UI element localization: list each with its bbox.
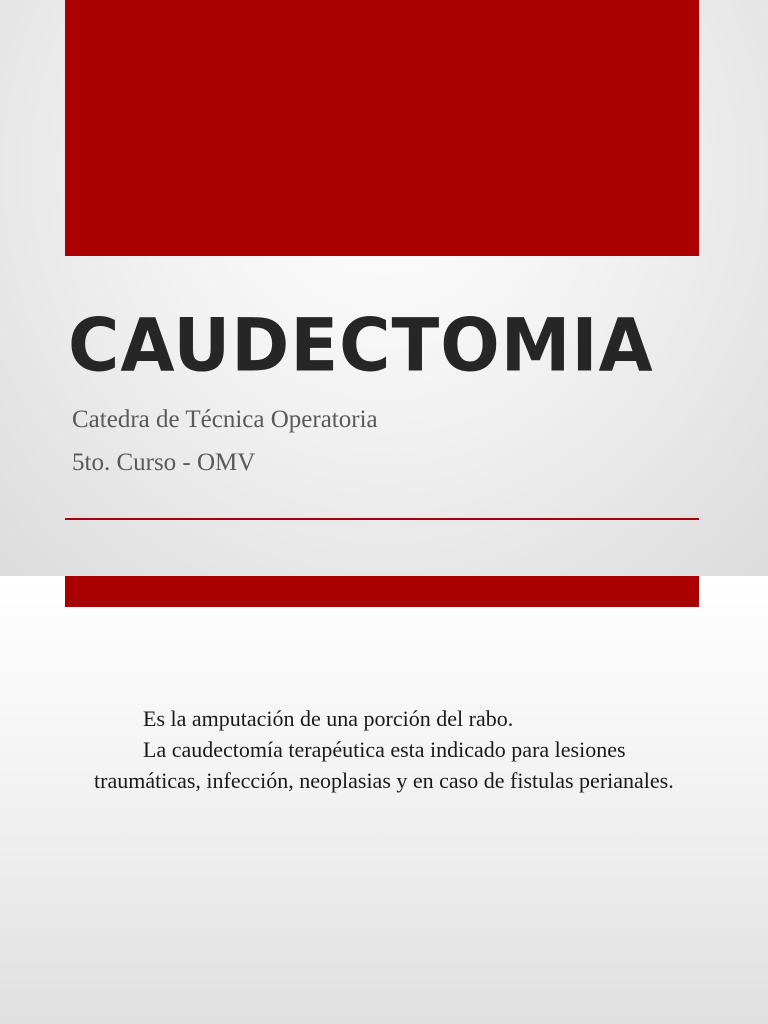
header-red-strip bbox=[65, 576, 699, 607]
slide-body-text bbox=[94, 703, 684, 796]
content-slide bbox=[0, 576, 768, 1024]
header-red-block bbox=[65, 0, 699, 256]
body-paragraph-2 bbox=[94, 734, 684, 796]
red-divider-line bbox=[65, 518, 699, 520]
paragraph-2-text: La caudectomía terapéutica esta indicado para lesiones traumáticas, infección, neoplasias y en caso de fistulas perianales. bbox=[94, 737, 674, 793]
subtitle-course-year: 5to. Curso - OMV bbox=[72, 449, 256, 476]
body-paragraph-1 bbox=[94, 703, 684, 734]
subtitle-course-chair: Catedra de Técnica Operatoria bbox=[72, 406, 378, 433]
paragraph-1-text: Es la amputación de una porción del rabo. bbox=[143, 706, 514, 731]
slide-title: CAUDECTOMIA bbox=[68, 302, 654, 389]
